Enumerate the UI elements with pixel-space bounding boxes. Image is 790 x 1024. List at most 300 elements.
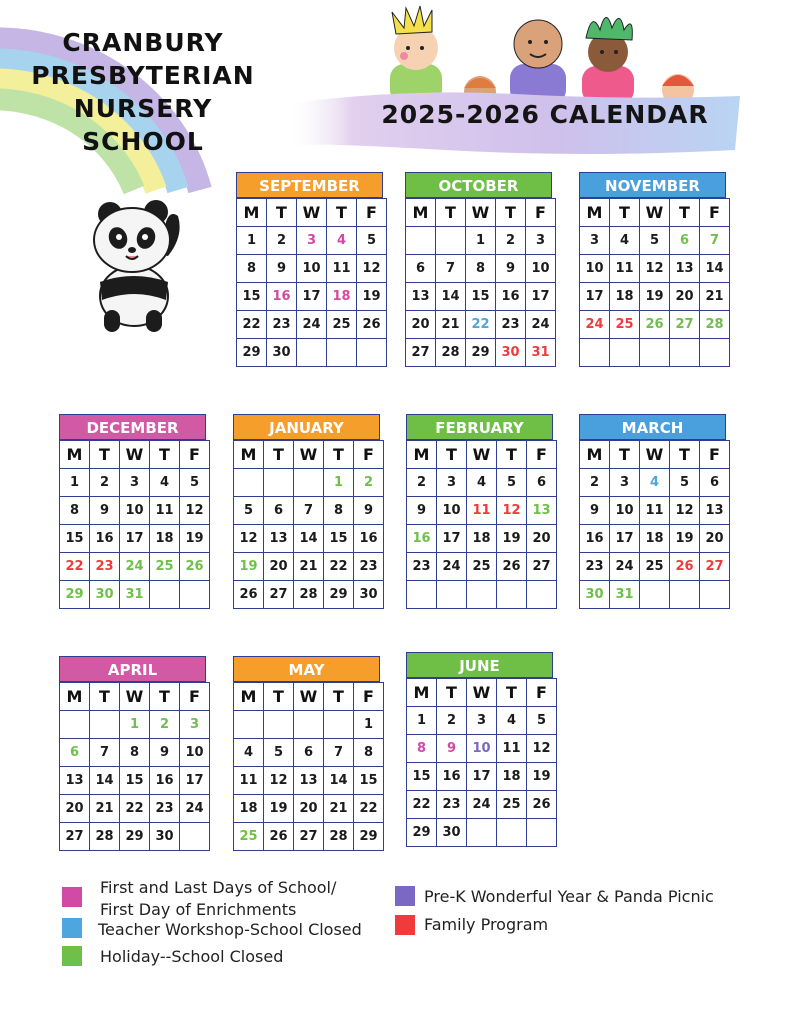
weekday-row — [580, 199, 730, 227]
weekday-label: M — [234, 441, 264, 469]
legend-label-first-last-days-text: First and Last Days of School/ First Day of Enrichments — [100, 878, 337, 919]
weekday-label: F — [527, 441, 557, 469]
day-cell: 12 — [264, 767, 294, 795]
week-row — [407, 819, 557, 847]
day-cell: 31 — [120, 581, 150, 609]
day-cell: 18 — [234, 795, 264, 823]
legend-swatch-purple — [395, 886, 415, 906]
day-cell: 13 — [527, 497, 557, 525]
weekday-label: W — [294, 683, 324, 711]
empty-day-cell — [180, 581, 210, 609]
day-cell: 20 — [406, 311, 436, 339]
day-cell: 23 — [496, 311, 526, 339]
day-cell: 11 — [327, 255, 357, 283]
month-march — [579, 414, 726, 609]
day-cell: 29 — [237, 339, 267, 367]
day-cell: 27 — [527, 553, 557, 581]
week-row — [580, 469, 730, 497]
month-grid-march — [579, 440, 730, 609]
weekday-label: F — [357, 199, 387, 227]
day-cell: 23 — [407, 553, 437, 581]
empty-day-cell — [527, 581, 557, 609]
week-row — [580, 553, 730, 581]
day-cell: 23 — [90, 553, 120, 581]
empty-day-cell — [436, 227, 466, 255]
empty-day-cell — [497, 581, 527, 609]
day-cell: 26 — [357, 311, 387, 339]
day-cell: 10 — [526, 255, 556, 283]
month-grid-february — [406, 440, 557, 609]
weekday-label: T — [267, 199, 297, 227]
week-row — [60, 823, 210, 851]
weekday-label: T — [90, 441, 120, 469]
empty-day-cell — [90, 711, 120, 739]
day-cell: 11 — [610, 255, 640, 283]
day-cell: 1 — [354, 711, 384, 739]
week-row — [407, 497, 557, 525]
month-header-january: JANUARY — [233, 414, 380, 440]
month-november — [579, 172, 726, 367]
day-cell: 13 — [670, 255, 700, 283]
week-row — [234, 767, 384, 795]
week-row — [580, 525, 730, 553]
weekday-label: M — [60, 441, 90, 469]
month-header-october: OCTOBER — [405, 172, 552, 198]
day-cell: 21 — [90, 795, 120, 823]
day-cell: 30 — [90, 581, 120, 609]
weekday-row — [580, 441, 730, 469]
month-february — [406, 414, 553, 609]
day-cell: 14 — [700, 255, 730, 283]
day-cell: 19 — [640, 283, 670, 311]
day-cell: 10 — [580, 255, 610, 283]
day-cell: 14 — [324, 767, 354, 795]
day-cell: 30 — [267, 339, 297, 367]
day-cell: 24 — [580, 311, 610, 339]
day-cell: 29 — [407, 819, 437, 847]
calendar-title: 2025-2026 CALENDAR — [381, 100, 709, 129]
weekday-label: T — [497, 441, 527, 469]
weekday-label: W — [467, 441, 497, 469]
day-cell: 20 — [670, 283, 700, 311]
school-name-line-4: SCHOOL — [82, 127, 204, 156]
day-cell: 23 — [354, 553, 384, 581]
weekday-label: T — [437, 679, 467, 707]
empty-day-cell — [294, 711, 324, 739]
day-cell: 9 — [354, 497, 384, 525]
day-cell: 18 — [150, 525, 180, 553]
weekday-label: T — [324, 683, 354, 711]
weekday-label: M — [407, 679, 437, 707]
day-cell: 17 — [120, 525, 150, 553]
week-row — [406, 255, 556, 283]
day-cell: 28 — [294, 581, 324, 609]
week-row — [234, 469, 384, 497]
weekday-row — [234, 441, 384, 469]
day-cell: 3 — [467, 707, 497, 735]
week-row — [234, 525, 384, 553]
week-row — [237, 311, 387, 339]
week-row — [234, 553, 384, 581]
legend-label-holiday: Holiday--School Closed — [100, 947, 284, 966]
day-cell: 1 — [120, 711, 150, 739]
day-cell: 6 — [60, 739, 90, 767]
day-cell: 25 — [640, 553, 670, 581]
day-cell: 8 — [60, 497, 90, 525]
empty-day-cell — [234, 711, 264, 739]
day-cell: 2 — [90, 469, 120, 497]
week-row — [234, 581, 384, 609]
day-cell: 24 — [610, 553, 640, 581]
weekday-row — [407, 679, 557, 707]
day-cell: 27 — [700, 553, 730, 581]
day-cell: 9 — [90, 497, 120, 525]
day-cell: 12 — [497, 497, 527, 525]
month-june — [406, 652, 553, 847]
day-cell: 12 — [357, 255, 387, 283]
day-cell: 2 — [150, 711, 180, 739]
weekday-row — [60, 683, 210, 711]
day-cell: 26 — [497, 553, 527, 581]
panda-mascot — [82, 196, 192, 334]
day-cell: 9 — [407, 497, 437, 525]
day-cell: 25 — [234, 823, 264, 851]
weekday-label: T — [327, 199, 357, 227]
week-row — [234, 795, 384, 823]
day-cell: 25 — [467, 553, 497, 581]
weekday-label: W — [467, 679, 497, 707]
weekday-label: T — [150, 441, 180, 469]
day-cell: 13 — [700, 497, 730, 525]
day-cell: 4 — [467, 469, 497, 497]
day-cell: 7 — [436, 255, 466, 283]
day-cell: 18 — [610, 283, 640, 311]
day-cell: 24 — [180, 795, 210, 823]
day-cell: 15 — [120, 767, 150, 795]
week-row — [60, 739, 210, 767]
day-cell: 15 — [466, 283, 496, 311]
month-header-december: DECEMBER — [59, 414, 206, 440]
day-cell: 5 — [640, 227, 670, 255]
day-cell: 15 — [324, 525, 354, 553]
day-cell: 4 — [150, 469, 180, 497]
weekday-label: W — [640, 199, 670, 227]
day-cell: 17 — [180, 767, 210, 795]
day-cell: 20 — [527, 525, 557, 553]
month-header-june: JUNE — [406, 652, 553, 678]
day-cell: 4 — [497, 707, 527, 735]
day-cell: 5 — [527, 707, 557, 735]
empty-day-cell — [640, 581, 670, 609]
weekday-label: F — [180, 441, 210, 469]
day-cell: 9 — [267, 255, 297, 283]
day-cell: 6 — [670, 227, 700, 255]
day-cell: 17 — [467, 763, 497, 791]
weekday-label: W — [640, 441, 670, 469]
day-cell: 26 — [180, 553, 210, 581]
day-cell: 16 — [354, 525, 384, 553]
day-cell: 8 — [466, 255, 496, 283]
day-cell: 10 — [297, 255, 327, 283]
week-row — [407, 525, 557, 553]
weekday-label: F — [527, 679, 557, 707]
day-cell: 14 — [436, 283, 466, 311]
month-september — [236, 172, 383, 367]
weekday-label: T — [610, 441, 640, 469]
day-cell: 9 — [150, 739, 180, 767]
week-row — [407, 707, 557, 735]
day-cell: 4 — [640, 469, 670, 497]
week-row — [407, 469, 557, 497]
weekday-label: M — [60, 683, 90, 711]
week-row — [580, 497, 730, 525]
weekday-label: M — [234, 683, 264, 711]
empty-day-cell — [670, 339, 700, 367]
day-cell: 17 — [610, 525, 640, 553]
legend-swatch-red — [395, 915, 415, 935]
month-grid-december — [59, 440, 210, 609]
empty-day-cell — [467, 819, 497, 847]
month-header-april: APRIL — [59, 656, 206, 682]
month-january — [233, 414, 380, 609]
week-row — [60, 581, 210, 609]
day-cell: 22 — [466, 311, 496, 339]
empty-day-cell — [497, 819, 527, 847]
day-cell: 1 — [466, 227, 496, 255]
week-row — [407, 791, 557, 819]
day-cell: 13 — [60, 767, 90, 795]
day-cell: 8 — [324, 497, 354, 525]
day-cell: 27 — [60, 823, 90, 851]
day-cell: 16 — [150, 767, 180, 795]
weekday-label: T — [437, 441, 467, 469]
day-cell: 28 — [324, 823, 354, 851]
day-cell: 7 — [294, 497, 324, 525]
day-cell: 3 — [297, 227, 327, 255]
empty-day-cell — [234, 469, 264, 497]
week-row — [406, 311, 556, 339]
week-row — [60, 711, 210, 739]
month-header-march: MARCH — [579, 414, 726, 440]
weekday-label: F — [700, 199, 730, 227]
week-row — [237, 339, 387, 367]
day-cell: 17 — [437, 525, 467, 553]
legend-label-first-last-days — [100, 877, 336, 921]
day-cell: 8 — [120, 739, 150, 767]
weekday-row — [406, 199, 556, 227]
day-cell: 15 — [237, 283, 267, 311]
day-cell: 11 — [467, 497, 497, 525]
day-cell: 22 — [407, 791, 437, 819]
day-cell: 29 — [60, 581, 90, 609]
day-cell: 1 — [324, 469, 354, 497]
weekday-label: T — [670, 441, 700, 469]
day-cell: 27 — [294, 823, 324, 851]
day-cell: 20 — [700, 525, 730, 553]
day-cell: 7 — [324, 739, 354, 767]
month-grid-november — [579, 198, 730, 367]
day-cell: 2 — [267, 227, 297, 255]
empty-day-cell — [264, 469, 294, 497]
day-cell: 4 — [327, 227, 357, 255]
day-cell: 9 — [496, 255, 526, 283]
weekday-row — [237, 199, 387, 227]
month-grid-october — [405, 198, 556, 367]
day-cell: 23 — [267, 311, 297, 339]
week-row — [407, 581, 557, 609]
day-cell: 12 — [670, 497, 700, 525]
weekday-label: T — [670, 199, 700, 227]
day-cell: 25 — [150, 553, 180, 581]
day-cell: 8 — [407, 735, 437, 763]
day-cell: 6 — [700, 469, 730, 497]
week-row — [237, 283, 387, 311]
day-cell: 17 — [580, 283, 610, 311]
day-cell: 16 — [580, 525, 610, 553]
legend-label-prek-picnic: Pre-K Wonderful Year & Panda Picnic — [424, 887, 714, 906]
day-cell: 29 — [324, 581, 354, 609]
day-cell: 13 — [264, 525, 294, 553]
day-cell: 8 — [354, 739, 384, 767]
day-cell: 2 — [437, 707, 467, 735]
month-grid-june — [406, 678, 557, 847]
day-cell: 11 — [150, 497, 180, 525]
day-cell: 18 — [497, 763, 527, 791]
weekday-label: T — [264, 683, 294, 711]
day-cell: 9 — [437, 735, 467, 763]
week-row — [580, 339, 730, 367]
day-cell: 26 — [670, 553, 700, 581]
day-cell: 3 — [610, 469, 640, 497]
empty-day-cell — [640, 339, 670, 367]
day-cell: 17 — [526, 283, 556, 311]
day-cell: 4 — [610, 227, 640, 255]
weekday-label: W — [294, 441, 324, 469]
empty-day-cell — [700, 339, 730, 367]
day-cell: 19 — [357, 283, 387, 311]
day-cell: 9 — [580, 497, 610, 525]
weekday-row — [60, 441, 210, 469]
day-cell: 11 — [497, 735, 527, 763]
week-row — [60, 469, 210, 497]
day-cell: 19 — [264, 795, 294, 823]
day-cell: 3 — [437, 469, 467, 497]
empty-day-cell — [580, 339, 610, 367]
day-cell: 19 — [497, 525, 527, 553]
day-cell: 3 — [180, 711, 210, 739]
day-cell: 26 — [640, 311, 670, 339]
day-cell: 6 — [264, 497, 294, 525]
weekday-label: T — [90, 683, 120, 711]
day-cell: 30 — [354, 581, 384, 609]
day-cell: 22 — [120, 795, 150, 823]
day-cell: 13 — [294, 767, 324, 795]
day-cell: 23 — [150, 795, 180, 823]
month-grid-september — [236, 198, 387, 367]
empty-day-cell — [467, 581, 497, 609]
month-may — [233, 656, 380, 851]
day-cell: 3 — [120, 469, 150, 497]
day-cell: 31 — [610, 581, 640, 609]
day-cell: 29 — [466, 339, 496, 367]
month-april — [59, 656, 206, 851]
day-cell: 24 — [526, 311, 556, 339]
day-cell: 10 — [180, 739, 210, 767]
day-cell: 5 — [670, 469, 700, 497]
day-cell: 2 — [354, 469, 384, 497]
weekday-label: T — [324, 441, 354, 469]
day-cell: 20 — [60, 795, 90, 823]
empty-day-cell — [60, 711, 90, 739]
day-cell: 24 — [437, 553, 467, 581]
week-row — [407, 735, 557, 763]
day-cell: 27 — [670, 311, 700, 339]
day-cell: 7 — [700, 227, 730, 255]
day-cell: 26 — [234, 581, 264, 609]
week-row — [234, 497, 384, 525]
week-row — [580, 283, 730, 311]
weekday-label: M — [406, 199, 436, 227]
week-row — [60, 767, 210, 795]
day-cell: 12 — [527, 735, 557, 763]
day-cell: 16 — [407, 525, 437, 553]
week-row — [60, 525, 210, 553]
day-cell: 22 — [324, 553, 354, 581]
day-cell: 25 — [497, 791, 527, 819]
day-cell: 28 — [90, 823, 120, 851]
week-row — [237, 255, 387, 283]
day-cell: 5 — [264, 739, 294, 767]
day-cell: 24 — [120, 553, 150, 581]
weekday-label: F — [700, 441, 730, 469]
day-cell: 10 — [437, 497, 467, 525]
month-header-may: MAY — [233, 656, 380, 682]
month-header-september: SEPTEMBER — [236, 172, 383, 198]
day-cell: 16 — [267, 283, 297, 311]
weekday-label: W — [297, 199, 327, 227]
empty-day-cell — [700, 581, 730, 609]
day-cell: 10 — [120, 497, 150, 525]
empty-day-cell — [324, 711, 354, 739]
empty-day-cell — [150, 581, 180, 609]
empty-day-cell — [610, 339, 640, 367]
week-row — [580, 227, 730, 255]
weekday-label: M — [407, 441, 437, 469]
weekday-label: T — [610, 199, 640, 227]
day-cell: 18 — [467, 525, 497, 553]
day-cell: 2 — [407, 469, 437, 497]
weekday-label: M — [237, 199, 267, 227]
legend-swatch-green — [62, 946, 82, 966]
day-cell: 11 — [234, 767, 264, 795]
day-cell: 5 — [497, 469, 527, 497]
week-row — [60, 553, 210, 581]
day-cell: 27 — [264, 581, 294, 609]
empty-day-cell — [294, 469, 324, 497]
week-row — [234, 823, 384, 851]
month-grid-january — [233, 440, 384, 609]
day-cell: 4 — [234, 739, 264, 767]
day-cell: 19 — [670, 525, 700, 553]
empty-day-cell — [670, 581, 700, 609]
day-cell: 19 — [527, 763, 557, 791]
day-cell: 21 — [700, 283, 730, 311]
school-name-line-1: CRANBURY — [62, 28, 224, 57]
day-cell: 2 — [580, 469, 610, 497]
month-header-november: NOVEMBER — [579, 172, 726, 198]
day-cell: 15 — [60, 525, 90, 553]
day-cell: 5 — [180, 469, 210, 497]
